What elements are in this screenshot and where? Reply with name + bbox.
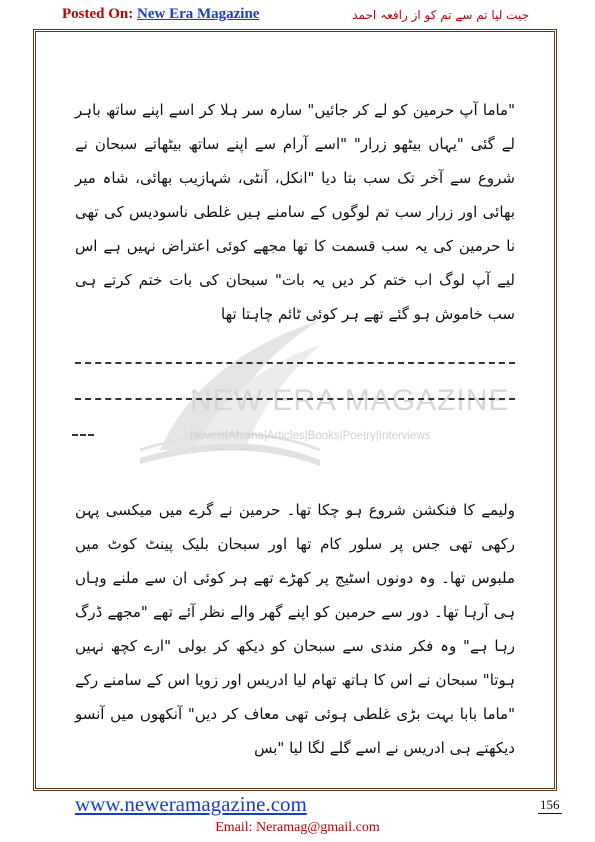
story-paragraph-1: "ماما آپ حرمین کو لے کر جائیں" سارہ سر ہلا کر اسے اپنے ساتھ باہر لے گئی "یہاں بیٹھو زرار" "اسے آرام سے اپنے ساتھ بیٹھاتے سبحان نے شروع سے آخر تک سب بتا دیا "انکل، آنٹی، شہازیب بھائی، شاہ میر بھائی اور زرار سب تم لوگوں کے سامنے ہیں غلطی ناسودیس کی تھی نا حرمین کی یہ سب قسمت کا تھا مجھے کوئی اعتراض نہیں ہے اس لیے آپ لوگ اب ختم کر دیں یہ بات" سبحان کی بات ختم کرتے ہی سب خاموش ہو گئے تھے ہر کوئی ٹائم چاہتا تھا [75,101,515,323]
story-paragraph-2: ولیمے کا فنکشن شروع ہو چکا تھا۔ حرمین نے گرے میں میکسی پہن رکھی تھی جس پر سلور کام تھا اور سبحان بلیک پینٹ کوٹ میں ملبوس تھا۔ وہ دونوں اسٹیج پر کھڑے تھے ہر کوئی ان سے ملنے وہاں ہی آرہا تھا۔ دور سے حرمین کو اپنے گھر والے نظر آئے تھے "مجھے ڈرگ رہا ہے" وہ فکر مندی سے سبحان کو دیکھ کر بولی "ارے کچھ نہیں ہوتا" سبحان نے اس کا ہاتھ تھام لیا ادریس اور زویا اس کے سامنے رکے "ماما بابا بہت بڑی غلطی ہوئی تھی معاف کر دیں" آنکھوں میں آنسو دیکھتے ہی ادریس نے اسے گلے لگا لیا "بس [75,501,515,757]
page-number: 156 [540,797,560,812]
posted-on-label [62,6,259,23]
footer-email: Email: Neramag@gmail.com [215,820,380,835]
section-divider-line-3 [72,434,94,436]
section-divider-line-1 [75,362,515,364]
section-divider-line-2 [75,398,515,400]
page-header [0,4,595,26]
watermark-tagline: Novels|Afsana|Articles|Books|Poetry|Interviews [190,430,431,442]
novel-title: جیت لیا تم سے تم کو از رافعہ احمد [352,8,529,22]
watermark-title: NEW ERA MAGAZINE [190,384,510,417]
magazine-link[interactable]: New Era Magazine [137,6,260,22]
footer-website-link[interactable]: www.neweramagazine.com [75,792,307,816]
posted-label-text: Posted On: [62,6,134,22]
